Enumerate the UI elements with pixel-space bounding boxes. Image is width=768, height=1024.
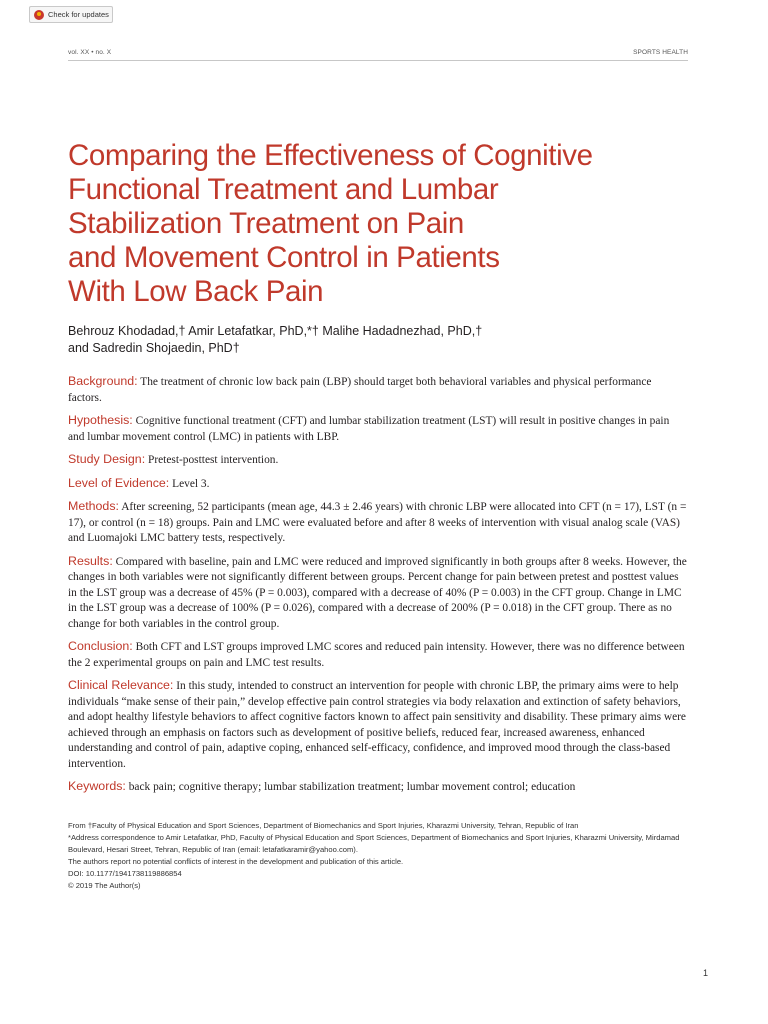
- check-for-updates-label: Check for updates: [48, 10, 109, 19]
- footnote-conflicts: The authors report no potential conflicts of interest in the development and publication of this article.: [68, 857, 404, 866]
- footnote-copyright: © 2019 The Author(s): [68, 881, 141, 890]
- abstract: [68, 374, 688, 803]
- title-line: With Low Back Pain: [68, 275, 324, 308]
- author-line: and Sadredin Shojaedin, PhD†: [68, 341, 240, 355]
- abstract-level-of-evidence: [68, 476, 688, 493]
- abstract-hypothesis: [68, 413, 688, 445]
- title-line: Comparing the Effectiveness of Cognitive: [68, 139, 593, 172]
- section-heading: Hypothesis:: [68, 413, 133, 427]
- footnote-correspondence: *Address correspondence to Amir Letafatkar, PhD, Faculty of Physical Education and Sport Sciences, Department of Biomechanics and Sport Injuries, Kharazmi University, Mirdamad Boulevard, Hesari Street, Tehran, Republic of Iran (email: letafatkaramir@yahoo.com).: [68, 833, 680, 854]
- author-list: [68, 323, 708, 357]
- running-head-volume: vol. XX • no. X: [68, 49, 112, 56]
- section-text: Compared with baseline, pain and LMC were reduced and improved significantly in both groups after 8 weeks. However, the changes in both variables were not significantly different between groups. Percent change for pain between pretest and posttest values in the LST group was a decrease of 45% (P = 0.003), compared with a decrease of 40% (P = 0.003) in the CFT group. Change in LMC in the LST group was a decrease of 100% (P = 0.026), compared with a decrease of 200% (P = 0.018) in the CFT group. There as no change for both variables in the control group.: [68, 555, 687, 630]
- abstract-study-design: [68, 452, 688, 469]
- abstract-background: [68, 374, 688, 406]
- section-text: In this study, intended to construct an intervention for people with chronic LBP, the primary aims were to help individuals “make sense of their pain,” develop effective pain control strategies via body relaxation and extinction of safety behaviors, and adopt healthy lifestyle behaviors to affect cognitive factors known to affect pain sensitivity and disability. These primary aims were achieved through an emphasis on factors such as development of positive beliefs, reduced fear, increased awareness, enhanced understanding and control of pain, adaptive coping, enhanced self-efficacy, confidence, and improved mood through the class-based intervention.: [68, 680, 686, 770]
- footnote-affiliation: From †Faculty of Physical Education and Sport Sciences, Department of Biomechanics and Sport Injuries, Kharazmi University, Tehran, Republic of Iran: [68, 821, 579, 830]
- abstract-results: [68, 554, 688, 633]
- check-for-updates-button[interactable]: [29, 6, 113, 23]
- section-text: back pain; cognitive therapy; lumbar stabilization treatment; lumbar movement control; education: [128, 781, 576, 793]
- header-divider: [68, 60, 688, 61]
- abstract-keywords: [68, 779, 688, 796]
- footnote-doi: DOI: 10.1177/1941738119886854: [68, 869, 182, 878]
- section-text: After screening, 52 participants (mean age, 44.3 ± 2.46 years) with chronic LBP were allocated into CFT (n = 17), LST (n = 17), or control (n = 18) groups. Pain and LMC were evaluated before and after 8 weeks of intervention with visual analog scale (VAS) and Luomajoki LMC battery tests, respectively.: [68, 501, 687, 544]
- section-heading: Conclusion:: [68, 639, 133, 653]
- abstract-clinical-relevance: [68, 678, 688, 772]
- running-head-journal: SPORTS HEALTH: [633, 49, 688, 56]
- section-heading: Keywords:: [68, 779, 126, 793]
- abstract-conclusion: [68, 639, 688, 671]
- section-text: Cognitive functional treatment (CFT) and lumbar stabilization treatment (LST) will result in positive changes in pain and lumbar movement control (LMC) in patients with LBP.: [68, 415, 670, 443]
- title-line: and Movement Control in Patients: [68, 241, 500, 274]
- section-heading: Results:: [68, 553, 113, 568]
- title-line: Stabilization Treatment on Pain: [68, 207, 464, 240]
- section-heading: Clinical Relevance:: [68, 678, 174, 692]
- title-line: Functional Treatment and Lumbar: [68, 173, 499, 206]
- crossmark-icon: [34, 10, 44, 20]
- page-number: 1: [702, 968, 708, 978]
- section-text: Level 3.: [172, 477, 210, 490]
- section-heading: Methods:: [68, 499, 119, 513]
- article-title: [68, 139, 708, 309]
- section-text: Both CFT and LST groups improved LMC scores and reduced pain intensity. However, there was no difference between the 2 experimental groups on pain and LMC test results.: [68, 641, 685, 669]
- section-heading: Background:: [68, 374, 138, 388]
- section-text: The treatment of chronic low back pain (LBP) should target both behavioral variables and physical performance factors.: [68, 376, 652, 404]
- section-text: Pretest-posttest intervention.: [148, 454, 279, 466]
- section-heading: Level of Evidence:: [68, 475, 170, 490]
- footnotes: [68, 820, 693, 892]
- author-line: Behrouz Khodadad,† Amir Letafatkar, PhD,*† Malihe Hadadnezhad, PhD,†: [68, 324, 483, 338]
- section-heading: Study Design:: [68, 452, 146, 466]
- abstract-methods: [68, 499, 688, 547]
